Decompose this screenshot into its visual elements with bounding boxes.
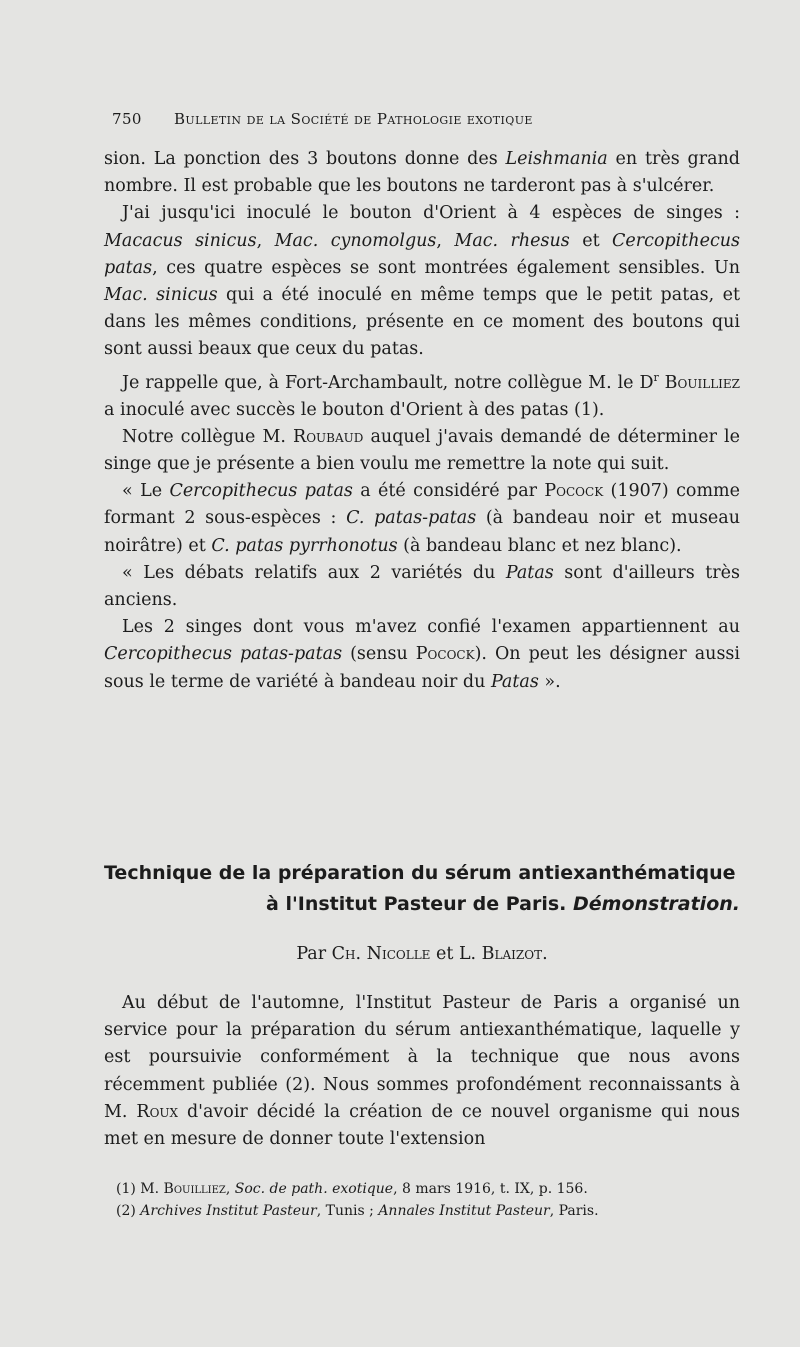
text: ). On peut les désigner aussi sous le terme de variété à bandeau noir du (104, 644, 741, 692)
text: , Paris. (549, 1203, 599, 1219)
taxon-italic: Macacus sinicus (104, 230, 257, 251)
text: Au début de l'automne, l'Institut Pasteur de Paris a organisé un service pour la préparation du sérum antiexanthématique, laquelle y est poursuivie conformément à la technique que nous avons récemment publiée (2). Nous sommes profondément reconnaissants à M. (104, 993, 740, 1122)
title-line-2 (104, 889, 740, 920)
text: J'ai jusqu'ici inoculé le bouton d'Orient à 4 espèces de singes : (122, 203, 740, 224)
article-title (104, 858, 740, 920)
author-name: Ch. Nicolle (331, 944, 431, 964)
paragraph-2 (104, 200, 740, 363)
text: en très grand nombre. Il est probable que les boutons ne tarderont pas à s'ulcérer. (104, 149, 740, 197)
taxon-italic: C. patas pyrrhonotus (211, 535, 398, 556)
author-name: Pocock (415, 644, 475, 665)
author-name: Pocock (544, 481, 604, 502)
article-authors (104, 944, 740, 964)
paragraph-5 (104, 478, 740, 560)
article-continuation (104, 146, 740, 696)
text: , (256, 230, 275, 251)
journal-italic: Soc. de path. exotique (234, 1181, 394, 1197)
author-name: Roux (136, 1101, 179, 1122)
text: a été considéré par (352, 481, 545, 502)
text: , 8 mars 1916, t. IX, p. 156. (393, 1181, 588, 1197)
taxon-italic: Patas (505, 562, 554, 583)
footnote-1 (116, 1178, 716, 1200)
journal-title: Bulletin de la Société de Pathologie exotique (174, 110, 533, 128)
journal-italic: Annales Institut Pasteur (378, 1203, 550, 1219)
title-line-1: Technique de la préparation du sérum antiexanthématique (104, 862, 736, 884)
text: Notre collègue M. (122, 426, 294, 447)
text: auquel j'avais demandé de déterminer le singe que je présente a bien voulu me remettre la note qui suit. (104, 426, 740, 475)
text: Les 2 singes dont vous m'avez confié l'examen appartiennent au (122, 617, 740, 638)
superscript: r (653, 370, 659, 384)
text: Je rappelle que, à Fort-Archambault, notre collègue M. le D (122, 372, 654, 393)
author-name: Bouilliez (163, 1181, 226, 1197)
text: , (436, 230, 455, 251)
paragraph-8 (104, 990, 740, 1153)
taxon-italic: Mac. rhesus (454, 230, 570, 251)
author-name: Roubaud (293, 426, 364, 447)
footnote-2 (116, 1200, 716, 1222)
page-number: 750 (112, 110, 142, 128)
paragraph-3 (104, 364, 740, 424)
paragraph-6 (104, 560, 740, 614)
article-body (104, 990, 740, 1153)
author-name: Bouilliez (664, 372, 740, 393)
taxon-italic: Cercopithecus patas-patas (104, 644, 343, 665)
taxon-italic: Mac. sinicus (104, 285, 218, 306)
text: (2) (116, 1203, 141, 1219)
taxon-italic: Cercopithecus patas (104, 230, 740, 278)
journal-italic: Archives Institut Pasteur (140, 1203, 317, 1219)
text: , ces quatre espèces se sont montrées également sensibles. Un (152, 257, 740, 278)
text: d'avoir décidé la création de ce nouvel organisme qui nous met en mesure de donner toute l'extension (104, 1101, 740, 1150)
text: sion. La ponction des 3 boutons donne des (104, 149, 506, 169)
text: a inoculé avec succès le bouton d'Orient à des patas (1). (104, 399, 605, 420)
text: (sensu (342, 644, 416, 665)
text: et (569, 230, 613, 251)
text: (à bandeau noir et museau noirâtre) et (104, 508, 740, 556)
running-header (112, 110, 752, 128)
taxon-italic: Leishmania (505, 149, 608, 169)
taxon-italic: Cercopithecus patas (169, 481, 353, 502)
text: qui a été inoculé en même temps que le petit patas, et dans les mêmes conditions, présente en ce moment des boutons qui sont aussi beaux que ceux du patas. (104, 285, 741, 360)
paragraph-1 (104, 146, 740, 200)
text: Par (296, 944, 332, 964)
taxon-italic: Mac. cynomolgus (274, 230, 437, 251)
text: sont d'ailleurs très anciens. (104, 562, 740, 611)
paragraph-4 (104, 424, 740, 478)
text: (à bandeau blanc et nez blanc). (397, 535, 682, 556)
taxon-italic: Patas (490, 671, 539, 692)
text: et (430, 944, 459, 964)
footnotes (116, 1178, 716, 1222)
paragraph-7 (104, 614, 740, 696)
text: ». (538, 671, 561, 692)
author-name: L. Blaizot. (458, 944, 548, 964)
title-italic: Démonstration. (572, 893, 740, 915)
text: (1907) comme formant 2 sous-espèces : (104, 481, 740, 529)
taxon-italic: C. patas-patas (346, 508, 477, 529)
text: à l'Institut Pasteur de Paris. (266, 893, 573, 915)
text: , Tunis ; (316, 1203, 379, 1219)
text: (1) M. (116, 1181, 164, 1197)
text: , (225, 1181, 235, 1197)
text: « Le (122, 481, 170, 502)
text: « Les débats relatifs aux 2 variétés du (122, 562, 506, 583)
